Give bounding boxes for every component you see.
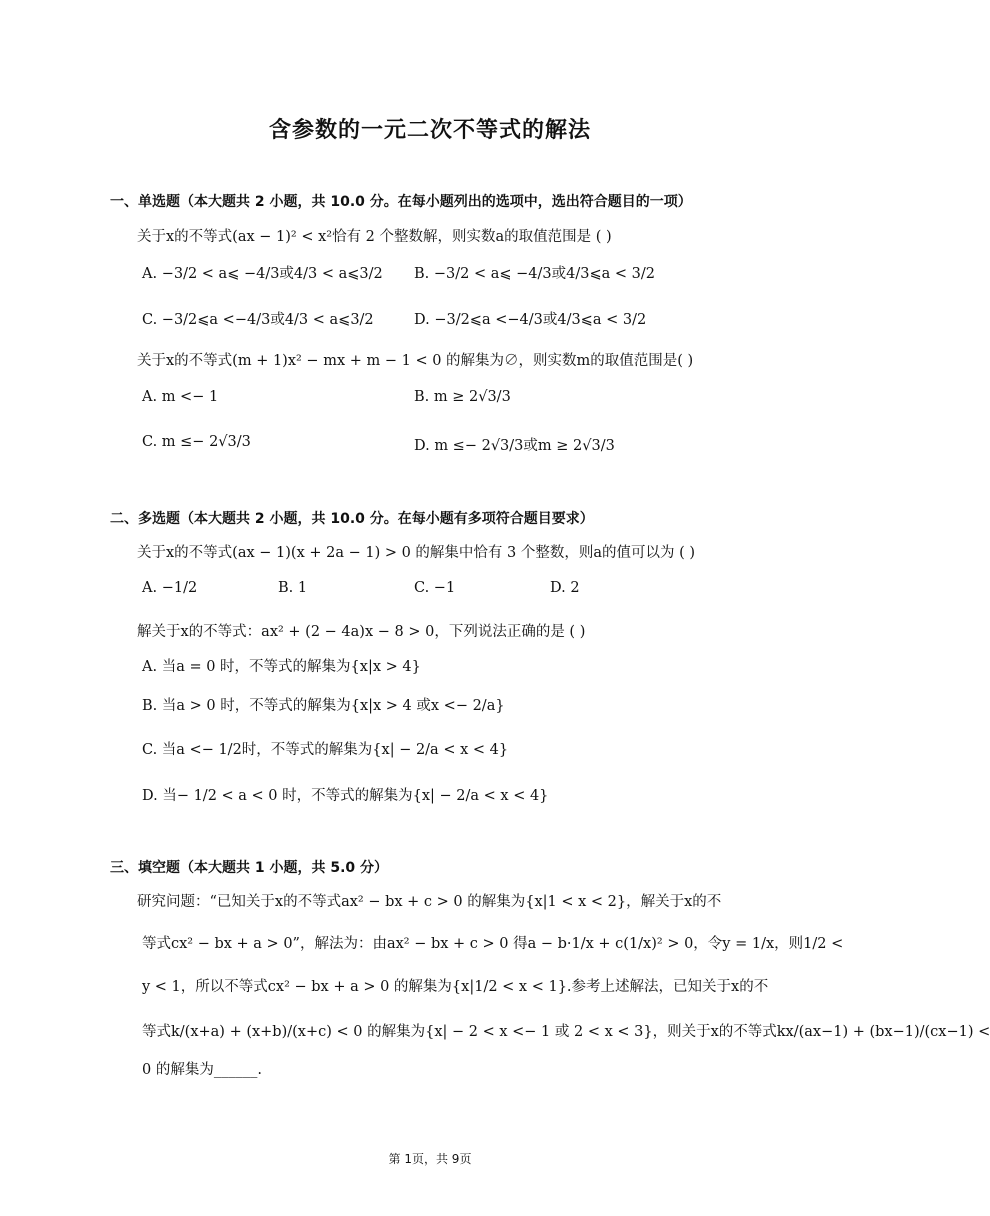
q2-option-b: B. m ≥ 2√3/3 bbox=[414, 389, 511, 405]
q3-option-d: D. 2 bbox=[550, 580, 580, 596]
section-multiple-choice: 二、多选题（本大题共 2 小题，共 10.0 分。在每小题有多项符合题目要求） bbox=[110, 511, 594, 527]
question-5-line-4: 等式k/(x+a) + (x+b)/(x+c) < 0 的解集为{x| − 2 < x <− 1 或 2 < x < 3}，则关于x的不等式kx/(ax−1) + (bx−1)/(cx−1) < bbox=[142, 1024, 990, 1040]
q4-option-c: C. 当a <− 1/2时，不等式的解集为{x| − 2/a < x < 4} bbox=[142, 742, 509, 758]
question-5-line-2: 等式cx² − bx + a > 0”，解法为：由ax² − bx + c > 0 得a − b·1/x + c(1/x)² > 0，令y = 1/x，则1/2 < bbox=[142, 936, 844, 952]
page-footer: 第 1页，共 9页 bbox=[388, 1152, 472, 1166]
q1-option-d: D. −3/2⩽a <−4/3或4/3⩽a < 3/2 bbox=[414, 312, 647, 328]
q4-option-b: B. 当a > 0 时，不等式的解集为{x|x > 4 或x <− 2/a} bbox=[142, 698, 505, 714]
section-single-choice: 一、单选题（本大题共 2 小题，共 10.0 分。在每小题列出的选项中，选出符合题目的一项） bbox=[110, 194, 692, 210]
question-4: 解关于x的不等式：ax² + (2 − 4a)x − 8 > 0，下列说法正确的是 ( ) bbox=[137, 624, 586, 640]
q1-option-a: A. −3/2 < a⩽ −4/3或4/3 < a⩽3/2 bbox=[142, 266, 383, 282]
section-fill-blank: 三、填空题（本大题共 1 小题，共 5.0 分） bbox=[110, 860, 389, 876]
question-5-line-1: 研究问题：“已知关于x的不等式ax² − bx + c > 0 的解集为{x|1 < x < 2}，解关于x的不 bbox=[137, 894, 722, 910]
q1-option-b: B. −3/2 < a⩽ −4/3或4/3⩽a < 3/2 bbox=[414, 266, 655, 282]
q2-option-c: C. m ≤− 2√3/3 bbox=[142, 434, 251, 450]
q4-option-a: A. 当a = 0 时，不等式的解集为{x|x > 4} bbox=[142, 659, 421, 675]
q1-option-c: C. −3/2⩽a <−4/3或4/3 < a⩽3/2 bbox=[142, 312, 374, 328]
q4-option-d: D. 当− 1/2 < a < 0 时，不等式的解集为{x| − 2/a < x < 4} bbox=[142, 788, 549, 804]
page-title: 含参数的一元二次不等式的解法 bbox=[268, 118, 591, 143]
question-5-line-5: 0 的解集为______. bbox=[142, 1062, 262, 1078]
question-5-line-3: y < 1，所以不等式cx² − bx + a > 0 的解集为{x|1/2 < x < 1}.参考上述解法，已知关于x的不 bbox=[142, 979, 769, 995]
question-2: 关于x的不等式(m + 1)x² − mx + m − 1 < 0 的解集为∅，则实数m的取值范围是( ) bbox=[137, 353, 694, 369]
question-1: 关于x的不等式(ax − 1)² < x²恰有 2 个整数解，则实数a的取值范围是 ( ) bbox=[137, 229, 612, 245]
question-3: 关于x的不等式(ax − 1)(x + 2a − 1) > 0 的解集中恰有 3 个整数，则a的值可以为 ( ) bbox=[137, 545, 696, 561]
q2-option-d: D. m ≤− 2√3/3或m ≥ 2√3/3 bbox=[414, 438, 615, 454]
q2-option-a: A. m <− 1 bbox=[142, 389, 219, 405]
q3-option-b: B. 1 bbox=[278, 580, 308, 596]
q3-option-a: A. −1/2 bbox=[142, 580, 198, 596]
q3-option-c: C. −1 bbox=[414, 580, 456, 596]
